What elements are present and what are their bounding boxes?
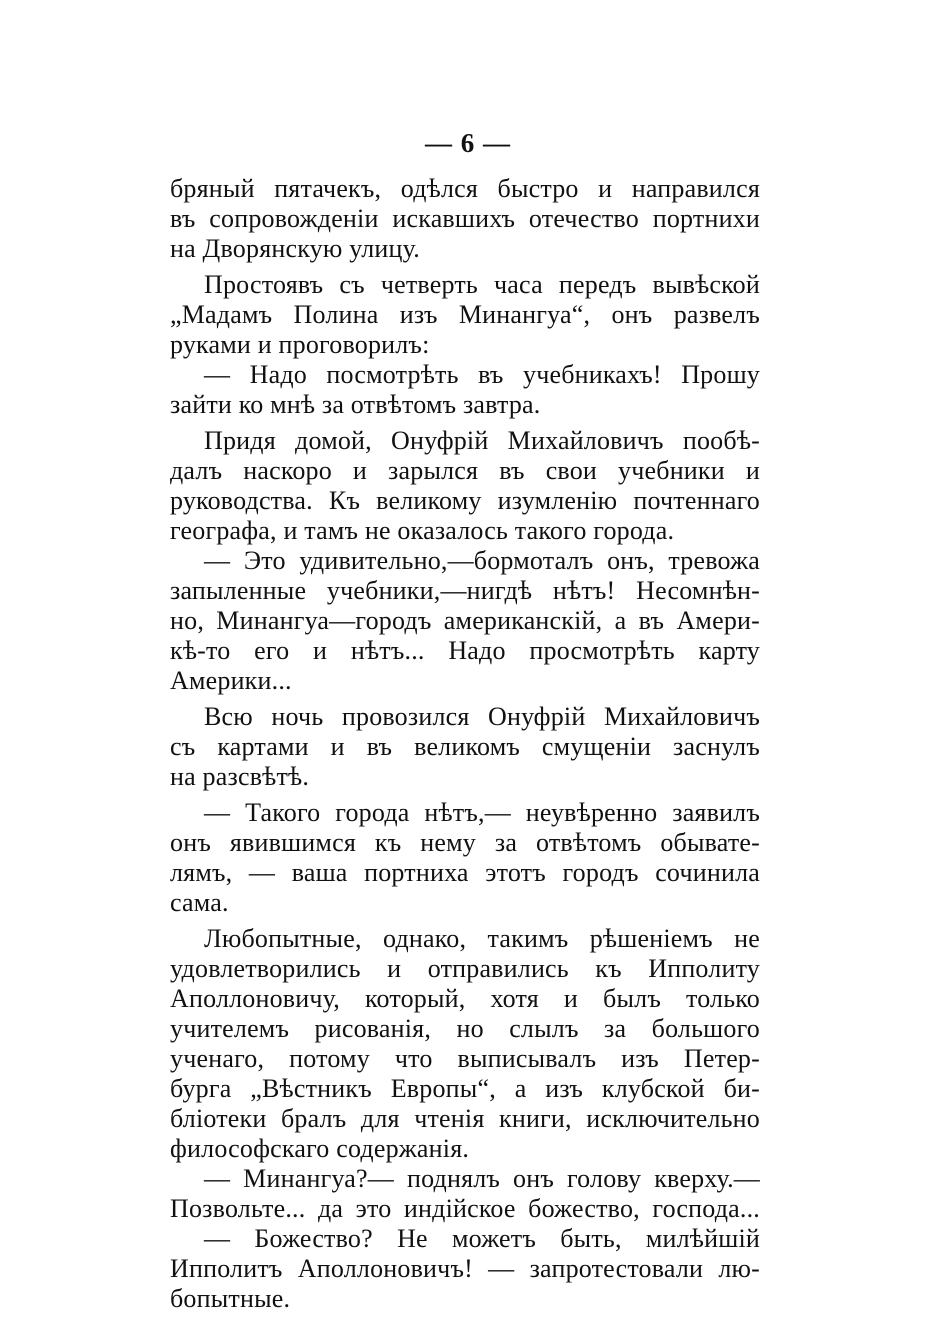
text-line: — Это удивительно,—бормоталъ онъ, тревожа xyxy=(204,546,760,575)
text-line: — Минангуа?— поднялъ онъ голову кверху.— xyxy=(204,1164,760,1193)
text-line: съ картами и въ великомъ смущеніи заснулъ xyxy=(170,732,760,761)
text-line: географа, и тамъ не оказалось такого города. xyxy=(170,516,675,545)
text-line: Любопытные, однако, такимъ рѣшеніемъ не xyxy=(204,924,760,953)
text-line: запыленные учебники,—нигдѣ нѣтъ! Несомнѣн- xyxy=(170,576,760,605)
text-line: на разсвѣтѣ. xyxy=(170,762,310,791)
text-line: удовлетворились и отправились къ Ипполиту xyxy=(170,954,760,983)
paragraph xyxy=(170,426,760,546)
paragraph xyxy=(170,924,760,1164)
page-text xyxy=(170,174,760,1314)
text-line: — Такого города нѣтъ,— неувѣренно заявилъ xyxy=(204,798,760,827)
text-line: Простоявъ съ четверть часа передъ вывѣской xyxy=(204,270,760,299)
paragraph xyxy=(170,1224,760,1314)
text-line: — Божество? Не можетъ быть, милѣйшій xyxy=(204,1224,760,1253)
text-line: лямъ, — ваша портниха этотъ городъ сочинила xyxy=(170,858,760,887)
text-line: Ипполитъ Аполлоновичъ! — запротестовали лю- xyxy=(170,1254,760,1283)
paragraph xyxy=(170,174,760,264)
paragraph xyxy=(170,270,760,360)
text-line: „Мадамъ Полина изъ Минангуа“, онъ развелъ xyxy=(170,300,760,329)
text-line: бурга „Вѣстникъ Европы“, а изъ клубской би- xyxy=(170,1074,760,1103)
text-line: онъ явившимся къ нему за отвѣтомъ обывате- xyxy=(170,828,760,857)
text-line: на Дворянскую улицу. xyxy=(170,234,420,263)
text-line: руководства. Къ великому изумленію почтеннаго xyxy=(170,486,760,515)
text-line: Позвольте... да это индійское божество, господа... xyxy=(170,1194,760,1223)
text-line: Аполлоновичу, который, хотя и былъ только xyxy=(170,984,760,1013)
text-line: бопытные. xyxy=(170,1284,291,1313)
text-line: сама. xyxy=(170,888,229,917)
text-line: но, Минангуа—городъ американскій, а въ Амери- xyxy=(170,606,760,635)
text-line: далъ наскоро и зарылся въ свои учебники и xyxy=(170,456,760,485)
paragraph xyxy=(170,546,760,696)
paragraph xyxy=(170,360,760,420)
page-number: — 6 — xyxy=(425,128,511,158)
text-line: зайти ко мнѣ за отвѣтомъ завтра. xyxy=(170,390,541,419)
text-line: учителемъ рисованія, но слылъ за большого xyxy=(170,1014,760,1043)
text-line: — Надо посмотрѣть въ учебникахъ! Прошу xyxy=(204,360,760,389)
text-line: ученаго, потому что выписывалъ изъ Петер- xyxy=(170,1044,760,1073)
text-line: въ сопровожденіи искавшихъ отечество портнихи xyxy=(170,204,760,233)
text-line: философскаго содержанія. xyxy=(170,1134,470,1163)
text-line: Америки... xyxy=(170,666,292,695)
paragraph xyxy=(170,1164,760,1224)
paragraph xyxy=(170,702,760,792)
text-line: Придя домой, Онуфрій Михайловичъ пообѣ- xyxy=(204,426,760,455)
text-line: бряный пятачекъ, одѣлся быстро и направился xyxy=(170,174,760,203)
text-line: бліотеки бралъ для чтенія книги, исключительно xyxy=(170,1104,760,1133)
text-line: руками и проговорилъ: xyxy=(170,330,430,359)
text-line: кѣ-то его и нѣтъ... Надо просмотрѣть карту xyxy=(170,636,760,665)
paragraph xyxy=(170,798,760,918)
text-line: Всю ночь провозился Онуфрій Михайловичъ xyxy=(204,702,760,731)
